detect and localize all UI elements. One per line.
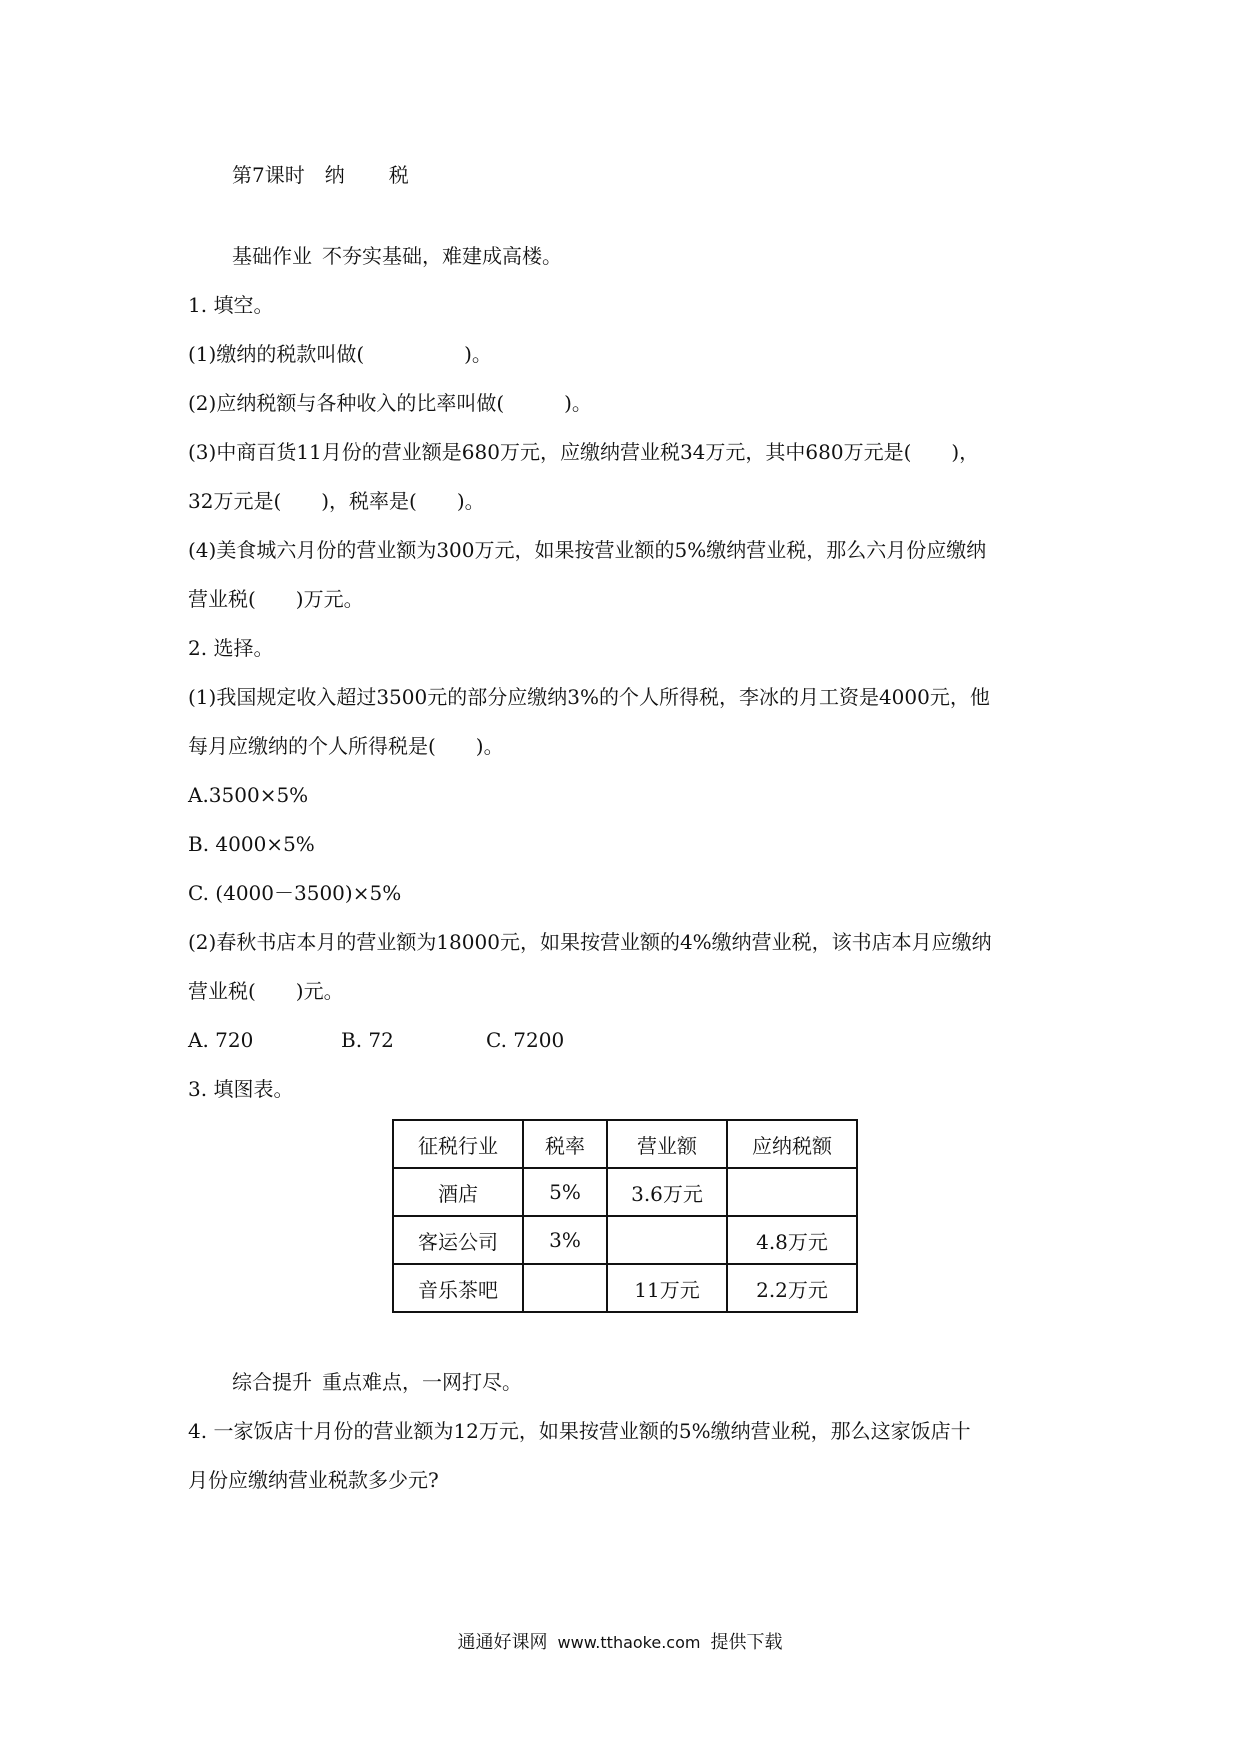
- table-cell: 酒店: [393, 1168, 523, 1216]
- q2-part2-line1: (2)春秋书店本月的营业额为18000元，如果按营业额的4%缴纳营业税，该书店本月应缴纳: [188, 930, 992, 954]
- table-header-cell: 应纳税额: [727, 1120, 857, 1168]
- q1-part2: (2)应纳税额与各种收入的比率叫做( )。: [188, 391, 592, 415]
- section-advanced-label: 综合提升: [232, 1370, 312, 1394]
- footer-site-name: 通通好课网: [457, 1632, 548, 1653]
- table-row: [393, 1168, 857, 1216]
- q2-part1-line1: (1)我国规定收入超过3500元的部分应缴纳3%的个人所得税，李冰的月工资是4000元，他: [188, 685, 990, 709]
- table-cell: 5%: [523, 1168, 607, 1216]
- q4-line1: 4. 一家饭店十月份的营业额为12万元，如果按营业额的5%缴纳营业税，那么这家饭店十: [188, 1419, 971, 1443]
- q1-part1: (1)缴纳的税款叫做( )。: [188, 342, 492, 366]
- table-cell: 11万元: [607, 1264, 727, 1312]
- footer-url-link[interactable]: www.tthaoke.com: [557, 1633, 701, 1652]
- title-char-2: 税: [388, 163, 409, 187]
- section-advanced-motto: 重点难点，一网打尽。: [322, 1370, 522, 1394]
- table-header-cell: 税率: [523, 1120, 607, 1168]
- q2-part1-line2: 每月应缴纳的个人所得税是( )。: [188, 734, 504, 758]
- table-cell: 3.6万元: [607, 1168, 727, 1216]
- q1-part3-line2: 32万元是( )，税率是( )。: [188, 489, 485, 513]
- table-cell: 2.2万元: [727, 1264, 857, 1312]
- table-cell: 音乐茶吧: [393, 1264, 523, 1312]
- footer-tail: 提供下载: [710, 1632, 783, 1653]
- q2-option-c: C. (4000－3500)×5%: [188, 881, 402, 905]
- section-basic: [232, 243, 562, 269]
- table-row: [393, 1216, 857, 1264]
- q2-part2-option-b: B. 72: [341, 1028, 394, 1052]
- tax-table: [392, 1119, 858, 1313]
- table-cell: 客运公司: [393, 1216, 523, 1264]
- table-header-row: [393, 1120, 857, 1168]
- page-footer: [0, 1628, 1240, 1654]
- table-cell-blank[interactable]: [727, 1168, 857, 1216]
- section-advanced: [232, 1369, 522, 1395]
- section-basic-motto: 不夯实基础，难建成高楼。: [322, 244, 562, 268]
- q2-part2-line2: 营业税( )元。: [188, 979, 344, 1003]
- q2-option-b: B. 4000×5%: [188, 832, 315, 856]
- table-cell-blank[interactable]: [607, 1216, 727, 1264]
- table-cell: 4.8万元: [727, 1216, 857, 1264]
- q1-part3-line1: (3)中商百货11月份的营业额是680万元，应缴纳营业税34万元，其中680万元是( )，: [188, 440, 980, 464]
- table-row: [393, 1264, 857, 1312]
- table-cell-blank[interactable]: [523, 1264, 607, 1312]
- q1-part4-line1: (4)美食城六月份的营业额为300万元，如果按营业额的5%缴纳营业税，那么六月份应缴纳: [188, 538, 987, 562]
- section-basic-label: 基础作业: [232, 244, 312, 268]
- q3-heading: 3. 填图表。: [188, 1077, 294, 1101]
- q1-part4-line2: 营业税( )万元。: [188, 587, 364, 611]
- q1-heading: 1. 填空。: [188, 293, 274, 317]
- q4-line2: 月份应缴纳营业税款多少元?: [188, 1468, 439, 1492]
- q2-part2-option-c: C. 7200: [486, 1028, 565, 1052]
- table-cell: 3%: [523, 1216, 607, 1264]
- q2-option-a: A.3500×5%: [188, 783, 309, 807]
- lesson-title: [232, 162, 409, 188]
- q2-heading: 2. 选择。: [188, 636, 274, 660]
- q2-part2-option-a: A. 720: [188, 1028, 254, 1052]
- table-header-cell: 征税行业: [393, 1120, 523, 1168]
- table-header-cell: 营业额: [607, 1120, 727, 1168]
- title-char-1: 纳: [324, 163, 345, 187]
- lesson-number: 第7课时: [232, 163, 305, 187]
